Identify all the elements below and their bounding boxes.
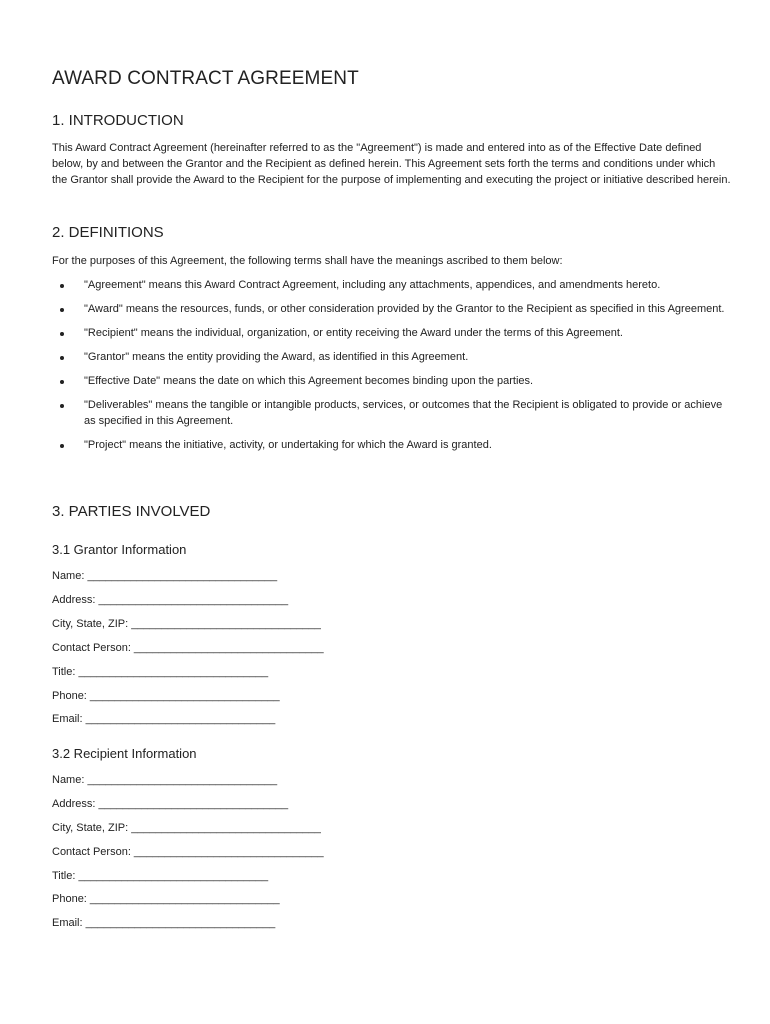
grantor-contact-person-field: Contact Person: _______________________________ bbox=[52, 642, 324, 654]
bullet-icon bbox=[60, 284, 64, 288]
grantor-phone-field: Phone: _______________________________ bbox=[52, 690, 280, 702]
definition-text: "Deliverables" means the tangible or intangible products, services, or outcomes that the Recipient is obligated to provide or achieve as specified in this Agreement. bbox=[84, 399, 723, 427]
grantor-email-field: Email: _______________________________ bbox=[52, 713, 276, 725]
definitions-intro: For the purposes of this Agreement, the following terms shall have the meanings ascribed to them below: bbox=[52, 255, 563, 267]
section-heading-parties: 3. PARTIES INVOLVED bbox=[52, 503, 211, 520]
grantor-city-state-zip-field: City, State, ZIP: _______________________________ bbox=[52, 618, 321, 630]
list-item bbox=[52, 437, 732, 453]
section-heading-definitions: 2. DEFINITIONS bbox=[52, 224, 164, 241]
recipient-email-field: Email: _______________________________ bbox=[52, 917, 276, 929]
grantor-name-field: Name: _______________________________ bbox=[52, 570, 278, 582]
subsection-heading-recipient: 3.2 Recipient Information bbox=[52, 746, 197, 761]
recipient-name-field: Name: _______________________________ bbox=[52, 774, 278, 786]
list-item bbox=[52, 397, 732, 429]
grantor-address-field: Address: _______________________________ bbox=[52, 594, 289, 606]
list-item bbox=[52, 301, 732, 317]
bullet-icon bbox=[60, 404, 64, 408]
definition-text: "Project" means the initiative, activity, or undertaking for which the Award is granted. bbox=[84, 439, 492, 451]
section-heading-introduction: 1. INTRODUCTION bbox=[52, 112, 184, 129]
definition-text: "Effective Date" means the date on which this Agreement becomes binding upon the parties. bbox=[84, 375, 534, 387]
bullet-icon bbox=[60, 380, 64, 384]
introduction-paragraph: This Award Contract Agreement (hereinafter referred to as the "Agreement") is made and entered into as of the Effective Date defined below, by and between the Grantor and the Recipient as defined herein. This Agreement sets forth the terms and conditions under which the Grantor shall provide the Award to the Recipient for the purpose of implementing and executing the project or initiative described herein. bbox=[52, 142, 731, 186]
definition-text: "Award" means the resources, funds, or other consideration provided by the Grantor to the Recipient as specified in this Agreement. bbox=[84, 303, 725, 315]
bullet-icon bbox=[60, 308, 64, 312]
bullet-icon bbox=[60, 356, 64, 360]
list-item bbox=[52, 349, 732, 365]
recipient-title-field: Title: _______________________________ bbox=[52, 870, 269, 882]
subsection-heading-grantor: 3.1 Grantor Information bbox=[52, 542, 187, 557]
definitions-list bbox=[52, 277, 732, 461]
recipient-address-field: Address: _______________________________ bbox=[52, 798, 289, 810]
definition-text: "Grantor" means the entity providing the Award, as identified in this Agreement. bbox=[84, 351, 469, 363]
document-title: AWARD CONTRACT AGREEMENT bbox=[52, 68, 359, 89]
recipient-city-state-zip-field: City, State, ZIP: _______________________________ bbox=[52, 822, 321, 834]
recipient-phone-field: Phone: _______________________________ bbox=[52, 893, 280, 905]
grantor-title-field: Title: _______________________________ bbox=[52, 666, 269, 678]
bullet-icon bbox=[60, 332, 64, 336]
definition-text: "Agreement" means this Award Contract Agreement, including any attachments, appendices, and amendments hereto. bbox=[84, 279, 661, 291]
recipient-contact-person-field: Contact Person: _______________________________ bbox=[52, 846, 324, 858]
list-item bbox=[52, 325, 732, 341]
list-item bbox=[52, 277, 732, 293]
list-item bbox=[52, 373, 732, 389]
bullet-icon bbox=[60, 444, 64, 448]
definition-text: "Recipient" means the individual, organization, or entity receiving the Award under the terms of this Agreement. bbox=[84, 327, 623, 339]
